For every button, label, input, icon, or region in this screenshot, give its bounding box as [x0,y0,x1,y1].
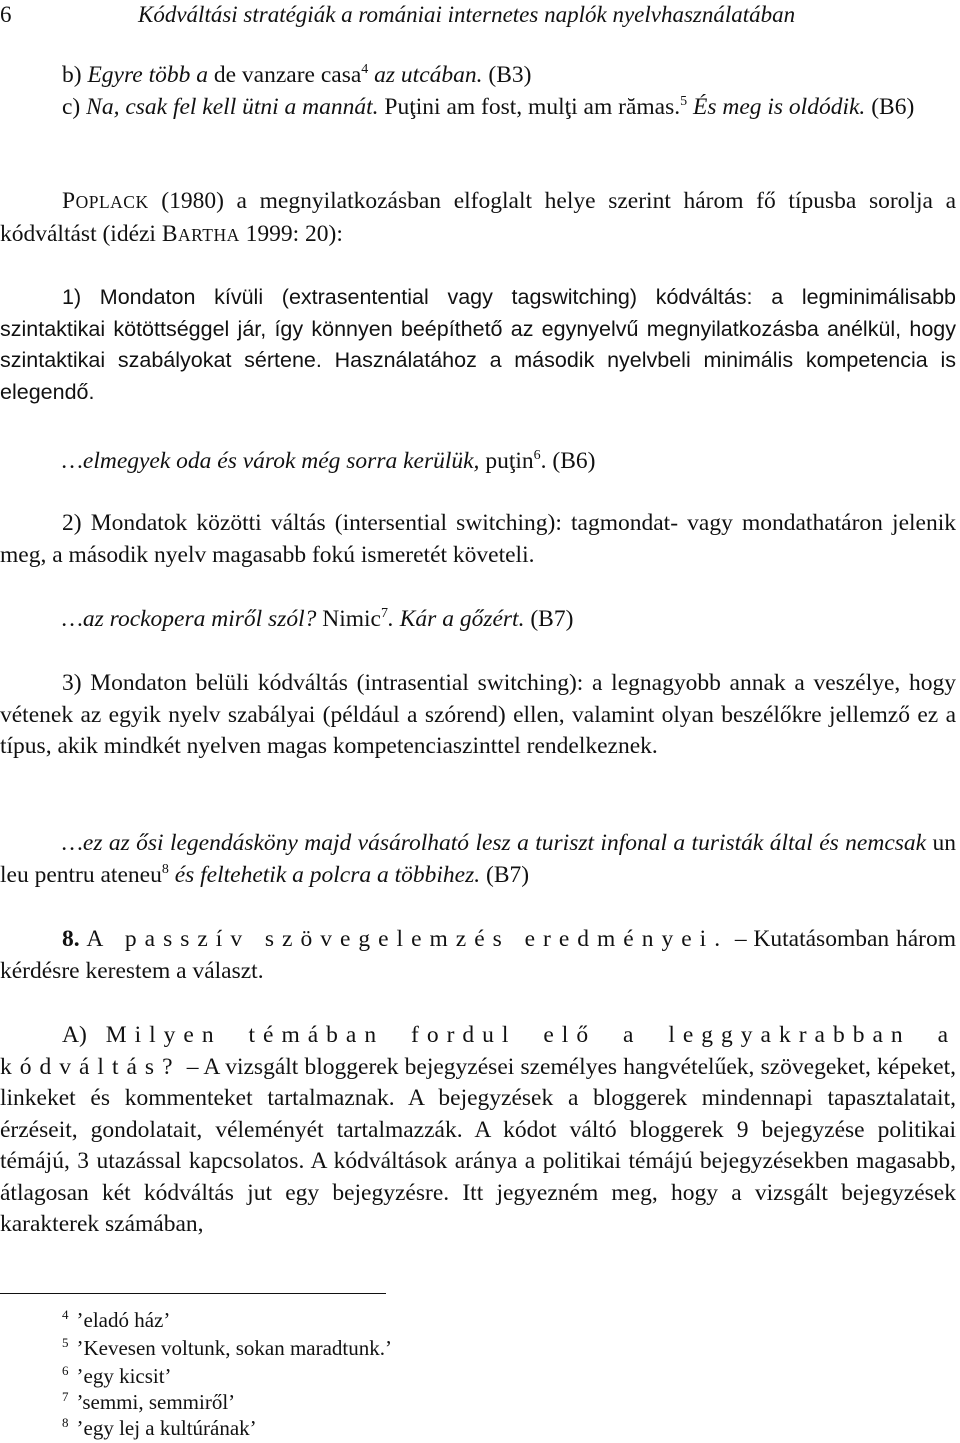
author-citation: BARTHA [161,220,240,247]
section-number: 8. [62,926,80,952]
type2-example: …az rockopera miről szól? Nimic$^7$. Kár a gőzért. (B7) [62,606,574,632]
type1-example: …elmegyek oda és várok még sorra kerülük, puţin$^6$. (B6) [62,448,596,474]
question-a-heading: Milyen témában fordul elő a leggyakrabban a kódváltás? [0,1022,957,1080]
example-c: c) Na, csak fel kell ütni a mannát. Puţini am fost, mulţi am rămas.$^5$ És meg is oldódik. (B6) [62,94,915,120]
question-a-paragraph: A) Milyen témában fordul elő a leggyakrabban a kódváltás? – A vizsgált bloggerek bejegyzései személyes hangvételűek, szövegeket, képeket, linkeket és kommenteket tartalmaznak. A bejegyzések a bloggerek mindennapi tapasztalatait, érzéseit, gondolatait, véleményét tartalmazzák. A kódot váltó bloggerek 9 bejegyzése politikai témájú, 3 utazással kapcsolatos. A kódváltások aránya a politikai témájú bejegyzésekben magasabb, átlagosan két kódváltás jut egy bejegyzésre. Itt jegyezném meg, hogy a vizsgált bejegyzések karakterek számában, [0,1022,957,1237]
footnote-ref-6[interactable]: 6 [533,448,541,463]
example-b: b) Egyre több a de vanzare casa$^4$ az utcában. (B3) [62,62,532,88]
section-8-paragraph: 8. A passzív szövegelemzés eredményei. – Kutatásomban három kérdésre kerestem a választ. [0,926,956,984]
footnote-7: $^7$ ’semmi, semmiről’ [62,1389,236,1414]
footnote-ref-8[interactable]: 8 [161,861,169,877]
footnote-6: $^6$ ’egy kicsit’ [62,1363,172,1388]
type3-paragraph: 3) Mondaton belüli kódváltás (intrasential switching): a legnagyobb annak a veszélye, hogy vétenek az egyik nyelv szabályai (például a szórend) ellen, valamint olyan beszélőkre jellemző ez a típus, akik mindkét nyelven magas kompetenciaszinttel rendelkeznek. [0,670,956,759]
running-title: Kódváltási stratégiák a romániai internetes naplók nyelvhasználatában [138,2,796,27]
footnote-ref-7[interactable]: 7 [381,606,388,621]
footnote-4: $^4$ ’eladó ház’ [62,1307,171,1332]
footnote-5: $^5$ ’Kevesen voltunk, sokan maradtunk.’ [62,1335,393,1360]
type2-paragraph: 2) Mondatok közötti váltás (intersential switching): tagmondat- vagy mondathatáron jelenik meg, a második nyelv magasabb fokú ismeretét követeli. [0,510,956,568]
type3-example: …ez az ősi legendásköny majd vásárolható lesz a turiszt infonal a turisták által és nemcsak un leu pentru ateneu$^8$ és feltehetik a polcra a többihez. (B7) [0,830,957,888]
section-heading: A passzív szövegelemzés eredményei. [86,926,729,952]
page-number: 6 [0,2,12,27]
running-header [0,2,960,32]
type1-paragraph: 1) Mondaton kívüli (extrasentential vagy tagswitching) kódváltás: a legminimálisabb szintaktikai kötöttséggel jár, így könnyen beépíthető az egynyelvű megnyilatkozásba anélkül, hogy szintaktikai szabályokat sértene. Használatához a második nyelvbeli minimális kompetencia is elegendő. [0,285,956,404]
footnote-divider [0,1293,386,1294]
intro-paragraph: POPLACK (1980) a megnyilatkozásban elfoglalt helye szerint három fő típusba sorolja a kódváltást (idézi BARTHA 1999: 20): [0,188,956,247]
author-citation: OPLACK [75,192,149,212]
footnote-8: $^8$ ’egy lej a kultúrának’ [62,1415,257,1440]
footnote-ref-4[interactable]: 4 [361,62,369,77]
footnote-ref-5[interactable]: 5 [680,94,688,109]
